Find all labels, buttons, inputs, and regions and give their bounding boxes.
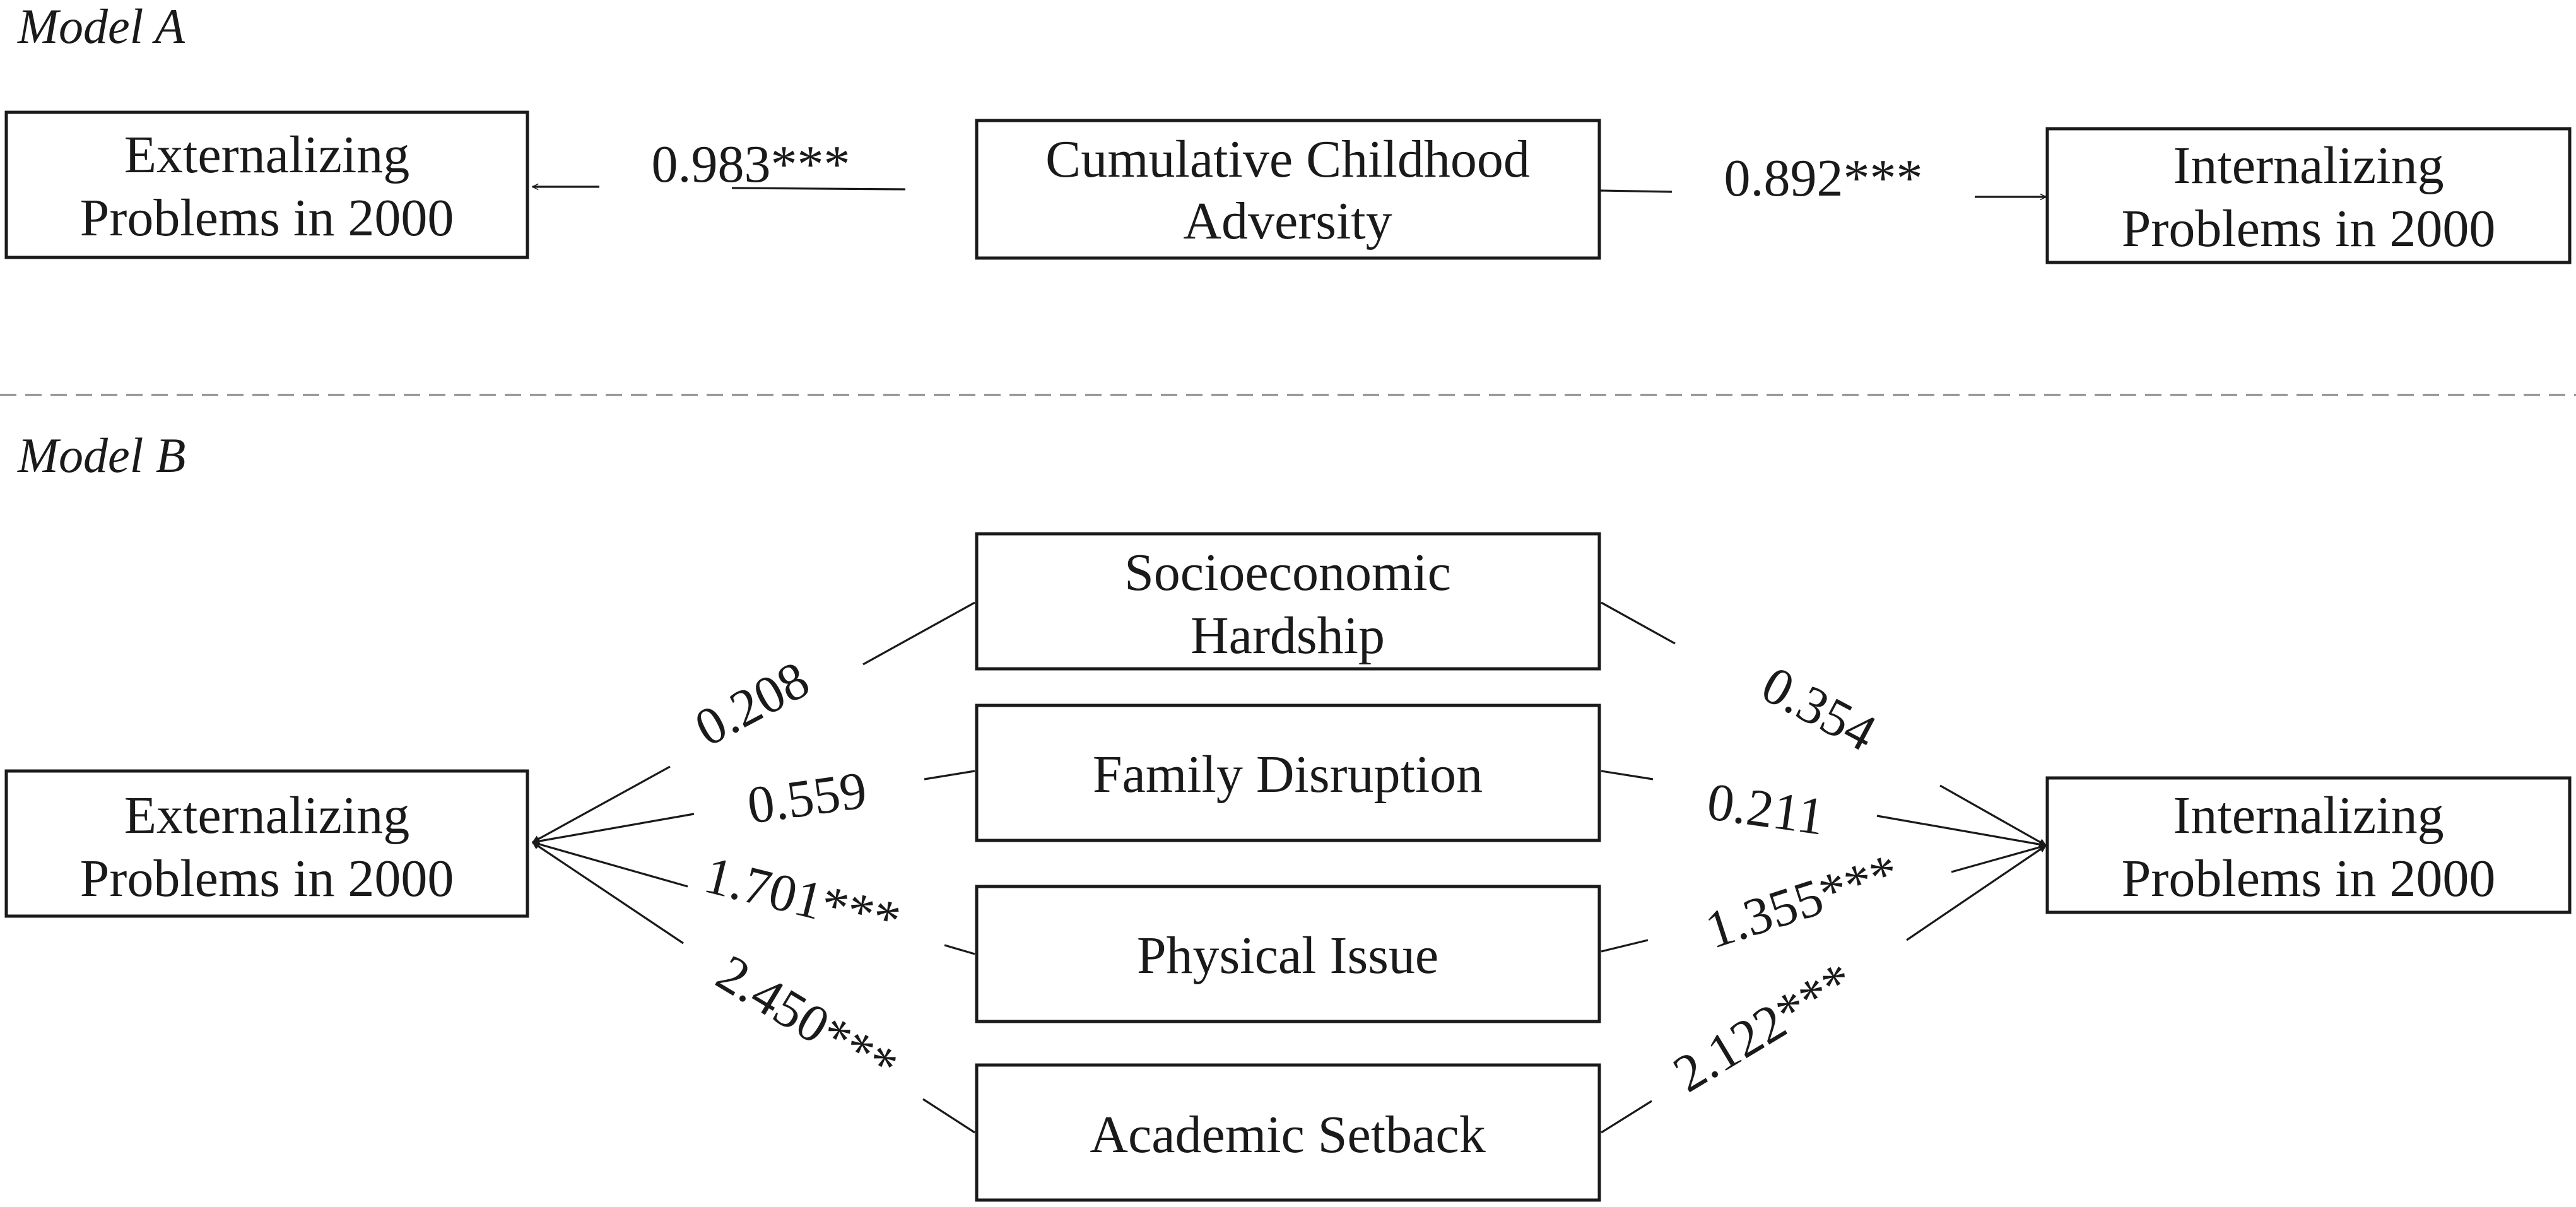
- model-a-adversity-box: [977, 121, 1599, 258]
- model-b-edge-int-4a: [1601, 1101, 1652, 1133]
- model-a-adversity-label-1: Cumulative Childhood: [1045, 130, 1530, 189]
- model-a-coef-internalizing: 0.892***: [1724, 149, 1923, 208]
- model-b-internalizing-box: [2047, 778, 2570, 912]
- model-b-socioeconomic-label-2: Hardship: [1191, 606, 1385, 665]
- model-b-internalizing-label-1: Internalizing: [2173, 786, 2444, 845]
- model-b-academic-box: [977, 1065, 1599, 1200]
- model-b-physical-label: Physical Issue: [1136, 926, 1439, 985]
- model-a-internalizing-label-1: Internalizing: [2173, 136, 2444, 195]
- model-b-externalizing-label-2: Problems in 2000: [79, 849, 454, 908]
- model-b-coef-ext-family: 0.559: [744, 760, 871, 835]
- model-b-physical-box: [977, 886, 1599, 1022]
- model-b-coef-ext-academic: 2.450***: [707, 943, 908, 1097]
- model-b-family-box: [977, 705, 1599, 840]
- model-b-coef-int-academic: 2.122***: [1663, 951, 1864, 1104]
- model-a-edge-to-internalizing: [1599, 191, 1672, 192]
- model-b-edge-int-2a: [1601, 771, 1653, 779]
- model-b-edge-ext-3a: [944, 945, 975, 954]
- model-b-coef-ext-physical: 1.701***: [698, 845, 906, 951]
- model-b-edge-ext-2a: [924, 771, 975, 779]
- model-a-internalizing-label-2: Problems in 2000: [2121, 199, 2496, 258]
- model-b-socioeconomic-label-1: Socioeconomic: [1124, 543, 1451, 602]
- model-b-edge-ext-4b: [532, 842, 683, 943]
- model-a: [6, 0, 2570, 262]
- model-b-edge-int-3b: [1951, 845, 2046, 872]
- model-a-coef-externalizing: 0.983***: [651, 135, 850, 194]
- model-b-family-label: Family Disruption: [1092, 745, 1483, 804]
- model-b-socioeconomic-box: [977, 534, 1599, 669]
- model-b-internalizing-label-2: Problems in 2000: [2121, 849, 2496, 908]
- model-b-edge-int-3a: [1601, 940, 1648, 951]
- model-b-coef-int-socioeconomic: 0.354: [1752, 655, 1886, 763]
- model-a-internalizing-box: [2047, 129, 2570, 262]
- model-b-title: Model B: [18, 428, 186, 483]
- model-b-coef-int-physical: 1.355***: [1698, 842, 1906, 960]
- model-b-academic-label: Academic Setback: [1090, 1105, 1486, 1164]
- model-b-edge-ext-3b: [532, 842, 688, 886]
- model-a-externalizing-box: [6, 112, 527, 257]
- model-b-externalizing-label-1: Externalizing: [124, 786, 410, 845]
- model-b-coef-int-family: 0.211: [1703, 772, 1828, 847]
- model-a-title: Model A: [18, 0, 185, 54]
- model-a-externalizing-label-2: Problems in 2000: [79, 189, 454, 247]
- model-b-edge-int-4b: [1907, 845, 2046, 940]
- model-b-edge-ext-4a: [923, 1099, 975, 1133]
- model-b-edge-ext-1a: [863, 603, 975, 664]
- model-b-coef-ext-socioeconomic: 0.208: [685, 650, 819, 758]
- model-b-edge-int-1a: [1601, 603, 1675, 644]
- model-a-externalizing-label-1: Externalizing: [124, 126, 410, 184]
- model-b-externalizing-box: [6, 771, 527, 916]
- model-b: [6, 428, 2570, 1200]
- model-a-adversity-label-2: Adversity: [1183, 192, 1392, 250]
